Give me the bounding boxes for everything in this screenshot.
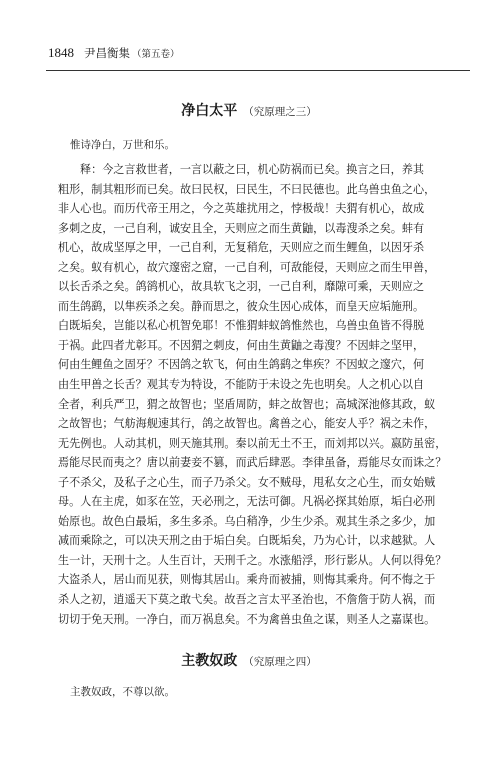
volume-label: （第五卷） (132, 49, 180, 60)
commentary-line: 生一计，天刑十之。人生百计，天刑千之。水涨船浮，形行影从。人何以得免？ (58, 553, 447, 567)
section-2-title: 主教奴政 (181, 653, 238, 669)
commentary-line: 减而乘除之，可以决天刑之由于垢白矣。白既垢矣，乃为心计，以求越狱。人 (58, 534, 436, 548)
commentary-line: 始原也。故色白最垢，多生多杀。乌白稍净，少生少杀。观其生杀之多少，加 (58, 514, 436, 528)
commentary-line: 以长舌杀之矣。鸽鹆机心，故具软飞之羽，一己自利，靡隙可乘，天则应之 (58, 280, 425, 294)
commentary-line: 机心，故成坚厚之甲，一己自利，无复稍危，天则应之而生鲤鱼，以因牙杀 (58, 241, 425, 255)
header-rule (46, 70, 470, 71)
commentary-line: 母。人在主虎，如豕在笠，天必刑之，无法可御。凡祸必探其始原，垢白必刑 (58, 495, 436, 509)
book-title: 尹昌衡集 (84, 46, 130, 60)
commentary-line: 多刺之皮，一己自利，诚安且全，天则应之而生黄鼬，以毒溲杀之矣。蚌有 (58, 221, 425, 235)
running-header (48, 45, 468, 65)
commentary-line: 于祸。此四者尤彰耳。不因猬之刺皮，何由生黄鼬之毒溲？不因蚌之坚甲， (58, 338, 425, 352)
section-2-subtitle: （究原理之四） (243, 656, 317, 668)
commentary-line: 全者，利兵严卫，猬之故智也；坚盾周防，蚌之故智也；高城深池修其政，蚁 (58, 397, 436, 411)
page-number: 1848 (48, 45, 74, 60)
section-1-verse: 惟诗净白，万世和乐。 (70, 139, 175, 151)
commentary-line: 由生甲兽之长舌？观其专为特设，不能防于未设之先也明矣。人之机心以自 (58, 378, 425, 392)
commentary-line: 粗形，制其粗形而已矣。故曰民权，曰民生，不曰民德也。此乌兽虫鱼之心， (58, 182, 436, 196)
commentary-line: 之矣。蚁有机心，故穴邃密之窟，一己自利，可敌能侵，天则应之而生甲兽， (58, 260, 436, 274)
section-1-title: 净白太平 (181, 103, 238, 119)
commentary-line: 大盗杀人，居山而见获，则悔其居山。乘舟而被捕，则悔其乘舟。何不悔之于 (58, 573, 436, 587)
commentary-line: 焉能尽民而夷之？唐以前妻妾不篡，而武后肆恶。李律虽备，焉能尽女而诛之？ (58, 456, 447, 470)
section-1-commentary (58, 160, 472, 629)
commentary-line: 之故智也；气舫海舰速其行，鸽之故智也。禽兽之心，能安人乎？祸之未作， (58, 417, 436, 431)
commentary-line: 切切于免天刑。一净白，而万祸息矣。不为禽兽虫鱼之谋，则圣人之嘉谋也。 (58, 612, 436, 626)
commentary-line: 释：今之言救世者，一言以蔽之曰，机心防祸而已矣。换言之曰，养其 (80, 163, 424, 176)
commentary-line: 而生鸽鹞，以隼疾杀之矣。静而思之，彼众生因心成体，而皇天应垢施刑。 (58, 299, 425, 313)
commentary-line: 杀人之初，逍遥天下莫之敢弋矣。故吾之言太平圣治也，不詹詹于防人祸，而 (58, 593, 436, 607)
section-2-verse: 主教奴政，不尊以欲。 (70, 686, 175, 698)
section-title-1 (0, 100, 498, 120)
commentary-line: 非人心也。而历代帝王用之，今之英雄扰用之，悖极哉！夫猬有机心，故成 (58, 202, 425, 216)
commentary-line: 白既垢矣，岂能以私心机智免耶！不惟猬蚌蚁鸽惟然也，乌兽虫鱼皆不得脱 (58, 319, 425, 333)
commentary-line: 子不杀父，及私子之心生，而子乃杀父。女不贼母，甩私女之心生，而女始贼 (58, 475, 436, 489)
commentary-line: 何由生鲤鱼之固牙？不因鸽之软飞，何由生鸽鹞之隼疾？不因蚁之邃穴，何 (58, 358, 425, 372)
section-title-2 (0, 650, 498, 670)
section-1-subtitle: （究原理之三） (243, 106, 317, 118)
commentary-line: 无先例也。人动其机，则天施其刑。秦以前无土不王，而刘邦以兴。嬴防虽密， (58, 436, 447, 450)
